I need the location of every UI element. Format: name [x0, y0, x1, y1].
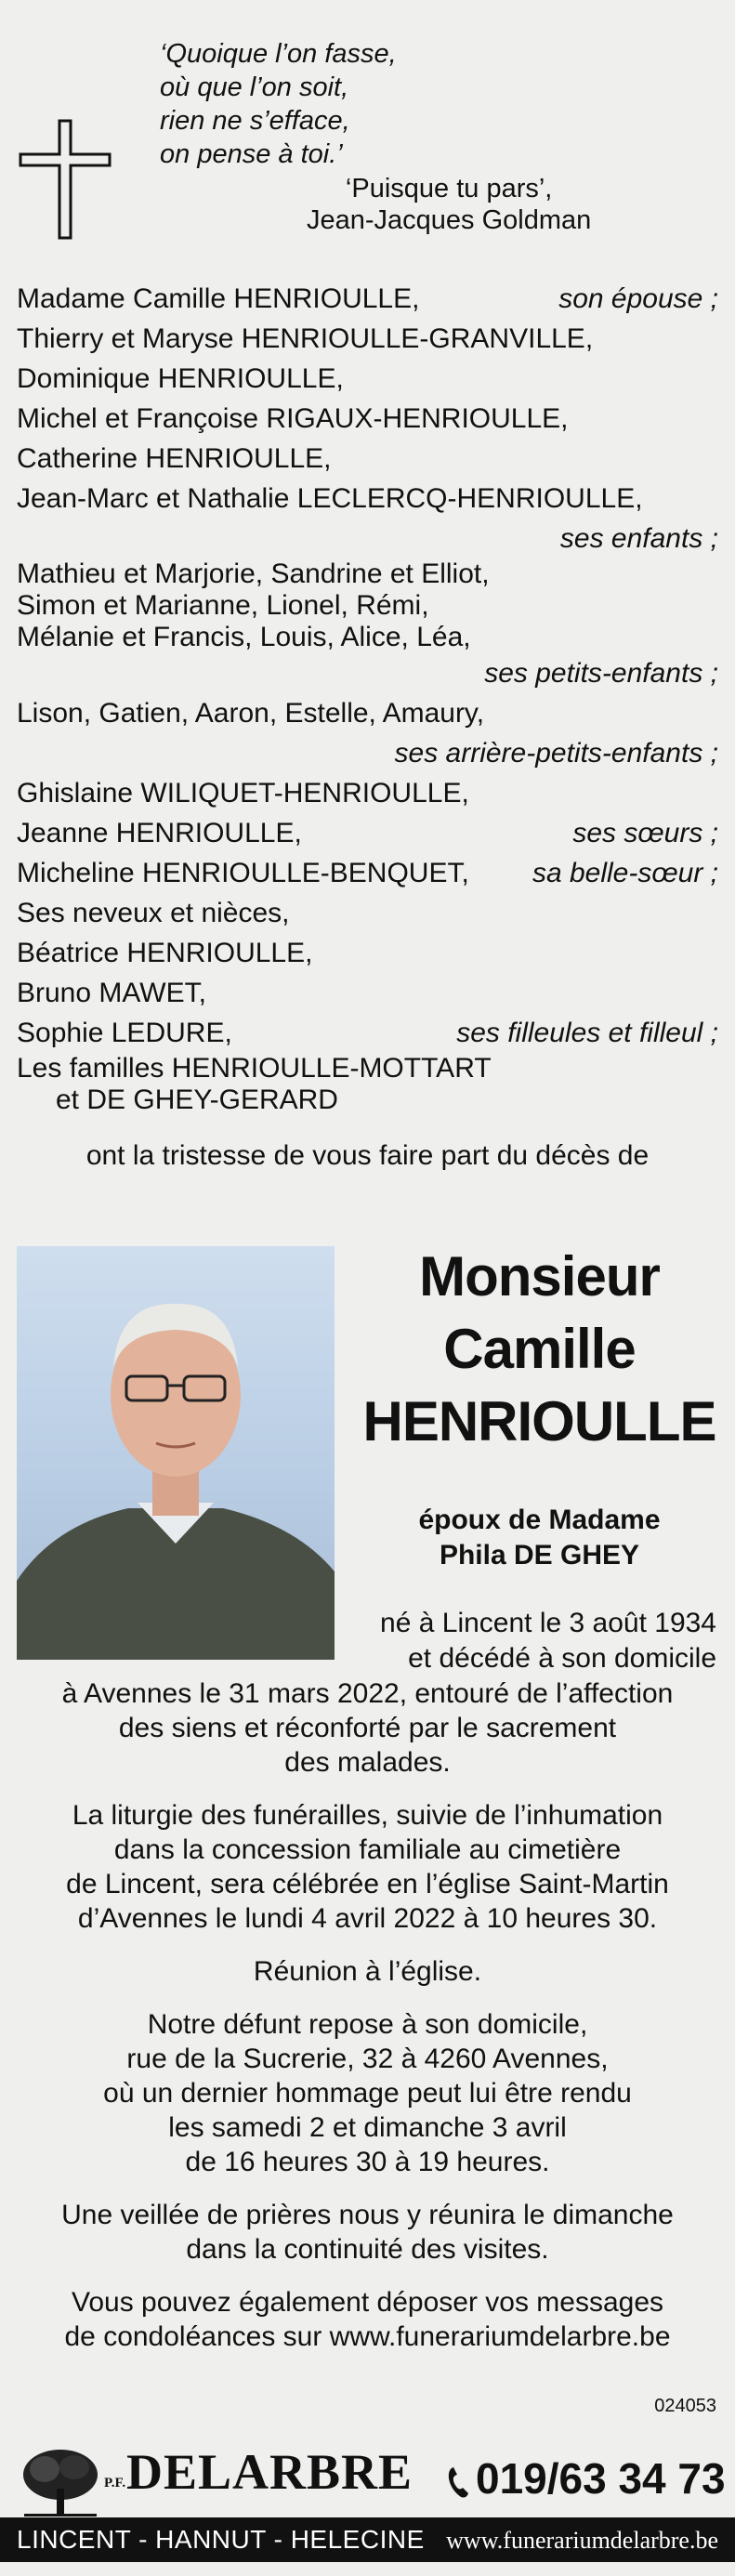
family-row: Mathieu et Marjorie, Sandrine et Elliot,	[17, 559, 490, 589]
quote-line: on pense à toi.’	[160, 139, 343, 169]
role-label: ses enfants ;	[559, 523, 718, 554]
phone-icon	[446, 2465, 470, 2499]
family-row: Ses neveux et nièces,	[17, 898, 290, 928]
family-row: Jeanne HENRIOULLE, ses sœurs ;	[17, 818, 718, 848]
family-row: Thierry et Maryse HENRIOULLE-GRANVILLE,	[17, 323, 594, 354]
family-row: Michel et Françoise RIGAUX-HENRIOULLE,	[17, 403, 569, 434]
deceased-first-name: Camille	[443, 1318, 636, 1380]
family-row: Les familles HENRIOULLE-MOTTART	[17, 1053, 492, 1084]
footer-website[interactable]: www.funerariumdelarbre.be	[446, 2527, 718, 2554]
funeral-home-brand: DELARBRE	[126, 2444, 413, 2500]
family-row: et DE GHEY-GERARD	[56, 1084, 338, 1115]
family-row: Mélanie et Francis, Louis, Alice, Léa,	[17, 622, 471, 652]
portrait-photo	[17, 1246, 335, 1660]
footer-bar	[0, 2517, 735, 2562]
family-row: Jean-Marc et Nathalie LECLERCQ-HENRIOULLE,	[17, 483, 643, 514]
birth-death-info: né à Lincent le 3 août 1934 et décédé à son domicile	[380, 1608, 716, 1674]
paragraph-meeting: Réunion à l’église.	[253, 1956, 482, 1987]
family-list	[17, 279, 718, 1116]
cross-icon	[19, 119, 112, 240]
quote	[160, 37, 397, 171]
paragraph-liturgy: La liturgie des funérailles, suivie de l’inhumation dans la concession familiale au cimetière de Lincent, sera célébrée en l’église Saint-Martin d’Avennes le lundi 4 avril 2022 à 10 heures 30.	[66, 1800, 669, 1934]
spouse-info: époux de Madame Phila DE GHEY	[418, 1505, 661, 1571]
paragraph-vigil: Une veillée de prières nous y réunira le dimanche dans la continuité des visites.	[61, 2200, 674, 2265]
quote-line: rien ne s’efface,	[160, 106, 350, 136]
paragraph-condolences: Vous pouvez également déposer vos messages de condoléances sur www.funerariumdelarbre.be	[64, 2287, 671, 2352]
portrait-illustration	[17, 1246, 335, 1660]
funeral-details	[0, 1676, 735, 2372]
quote-song: ‘Puisque tu pars’,	[345, 174, 553, 204]
family-row: Madame Camille HENRIOULLE, son épouse ;	[17, 283, 718, 314]
deceased-last-name: HENRIOULLE	[362, 1390, 716, 1452]
quote-line: où que l’on soit,	[160, 72, 349, 102]
deceased-title: Monsieur	[419, 1245, 660, 1308]
family-row: Dominique HENRIOULLE,	[17, 363, 344, 394]
tree-logo-icon	[19, 2447, 102, 2519]
footer-towns: LINCENT - HANNUT - HELECINE	[17, 2525, 425, 2554]
family-row: Bruno MAWET,	[17, 978, 206, 1008]
reference-number: 024053	[654, 2396, 716, 2416]
paragraph-death: à Avennes le 31 mars 2022, entouré de l’affection des siens et réconforté par le sacrement des malades.	[61, 1678, 674, 1778]
quote-attribution	[307, 173, 591, 236]
role-label: ses petits-enfants ;	[484, 658, 718, 689]
quote-line: ‘Quoique l’on fasse,	[160, 39, 397, 69]
quote-author: Jean-Jacques Goldman	[307, 205, 592, 235]
family-row: Lison, Gatien, Aaron, Estelle, Amaury,	[17, 698, 485, 729]
role-label: ses arrière-petits-enfants ;	[394, 738, 718, 769]
family-row: Ghislaine WILIQUET-HENRIOULLE,	[17, 778, 469, 808]
phone-number: 019/63 34 73	[446, 2455, 726, 2502]
family-row: Catherine HENRIOULLE,	[17, 443, 332, 474]
family-row: Micheline HENRIOULLE-BENQUET, sa belle-sœur ;	[17, 858, 718, 888]
family-row: Béatrice HENRIOULLE,	[17, 938, 313, 968]
announcement: ont la tristesse de vous faire part du décès de	[85, 1140, 650, 1171]
family-row: Sophie LEDURE, ses filleules et filleul ;	[17, 1018, 718, 1048]
deceased-name	[344, 1241, 735, 1458]
pf-label: P.F.	[104, 2476, 126, 2491]
paragraph-visitation: Notre défunt repose à son domicile, rue de la Sucrerie, 32 à 4260 Avennes, où un dernier hommage peut lui être rendu les samedi 2 et dimanche 3 avril de 16 heures 30 à 19 heures.	[103, 2009, 632, 2177]
family-row: Simon et Marianne, Lionel, Rémi,	[17, 590, 429, 621]
